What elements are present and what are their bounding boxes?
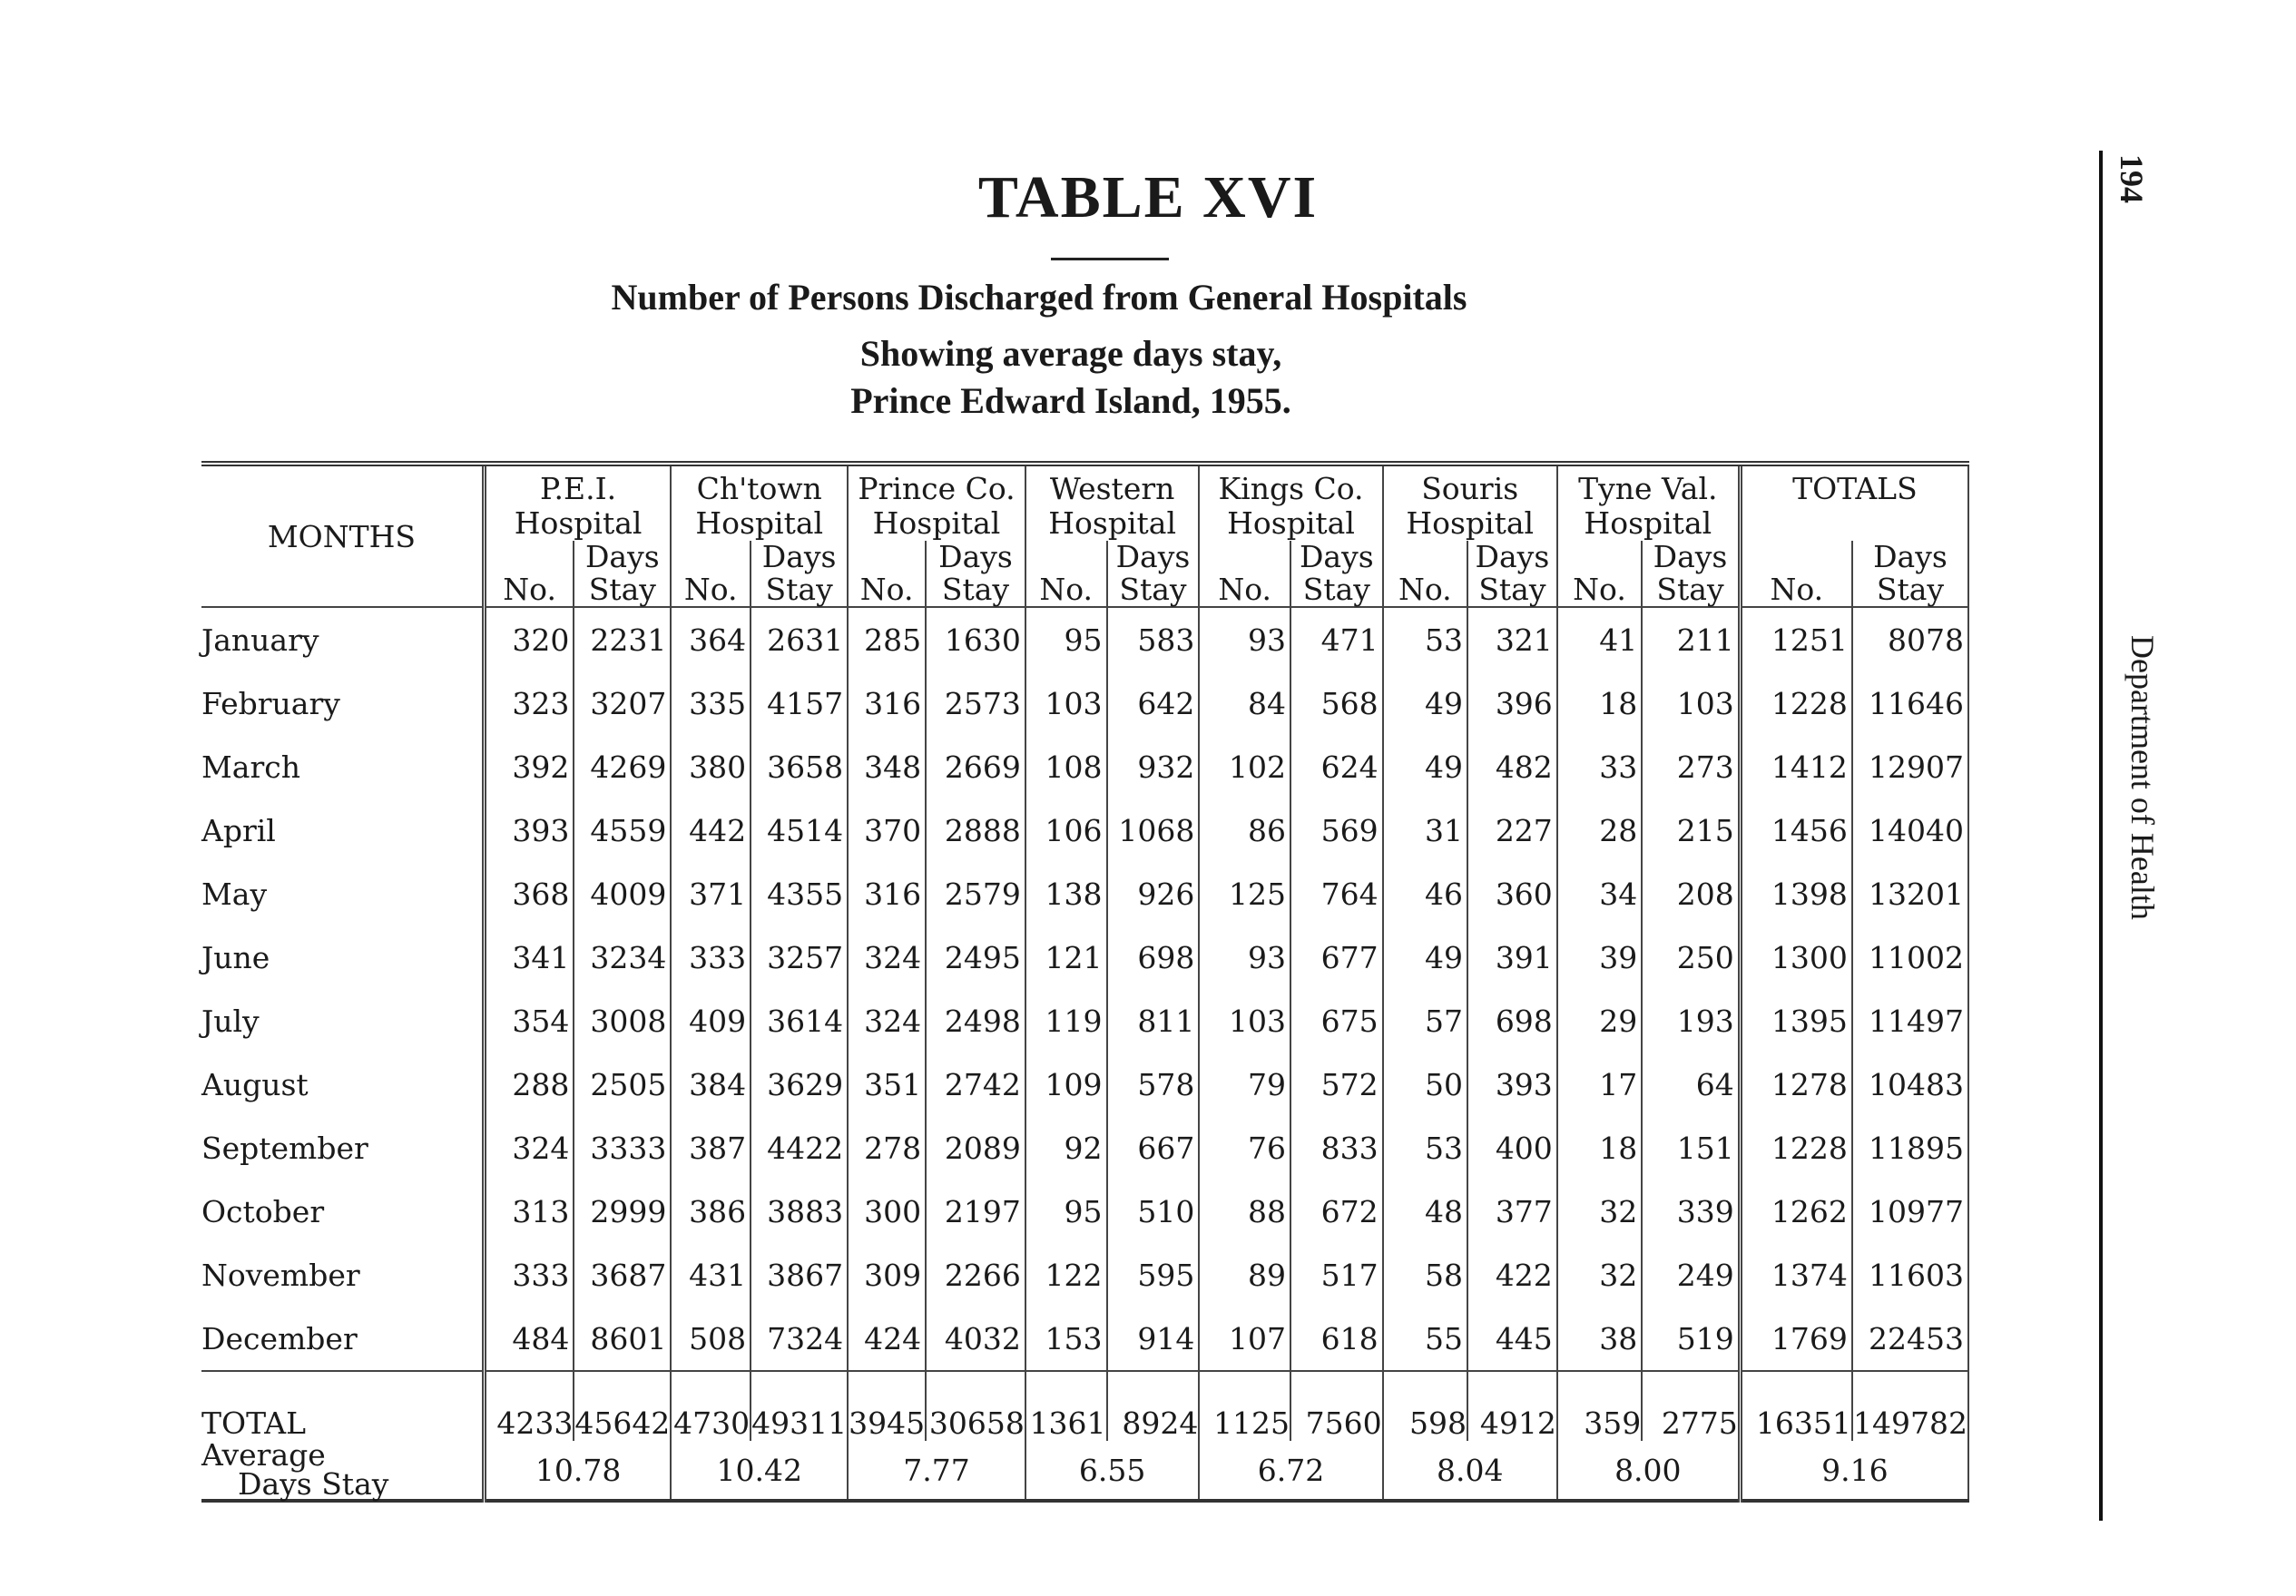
cell-number: 368 <box>484 862 574 925</box>
col-days-stay: Days Stay <box>1467 541 1557 607</box>
cell-number: 119 <box>1025 989 1107 1053</box>
total-cell: 2775 <box>1642 1371 1740 1441</box>
month-label: September <box>201 1116 484 1180</box>
cell-days-stay: 675 <box>1290 989 1383 1053</box>
cell-days-stay: 391 <box>1467 925 1557 989</box>
cell-number: 316 <box>848 671 926 735</box>
cell-days-stay: 3008 <box>574 989 671 1053</box>
cell-number: 288 <box>484 1053 574 1116</box>
cell-days-stay: 2573 <box>926 671 1025 735</box>
month-label: November <box>201 1243 484 1307</box>
cell-number: 370 <box>848 798 926 862</box>
average-cell: 6.55 <box>1025 1441 1200 1501</box>
cell-days-stay: 667 <box>1107 1116 1200 1180</box>
month-label: October <box>201 1180 484 1243</box>
col-no: No. <box>1557 541 1642 607</box>
cell-number: 1278 <box>1740 1053 1852 1116</box>
cell-number: 1300 <box>1740 925 1852 989</box>
cell-number: 121 <box>1025 925 1107 989</box>
cell-number: 309 <box>848 1243 926 1307</box>
cell-days-stay: 672 <box>1290 1180 1383 1243</box>
cell-days-stay: 1630 <box>926 607 1025 671</box>
total-cell: 45642 <box>574 1371 671 1441</box>
total-cell: 598 <box>1383 1371 1467 1441</box>
cell-days-stay: 2888 <box>926 798 1025 862</box>
cell-number: 1262 <box>1740 1180 1852 1243</box>
total-label: TOTAL <box>201 1371 484 1441</box>
cell-days-stay: 926 <box>1107 862 1200 925</box>
cell-number: 55 <box>1383 1307 1467 1371</box>
cell-days-stay: 3658 <box>751 735 848 798</box>
table-row <box>201 989 1968 1053</box>
months-header: MONTHS <box>201 464 484 607</box>
department-running-head: Department of Health <box>2124 635 2161 920</box>
col-no: No. <box>848 541 926 607</box>
cell-days-stay: 624 <box>1290 735 1383 798</box>
cell-days-stay: 227 <box>1467 798 1557 862</box>
cell-number: 508 <box>671 1307 751 1371</box>
cell-number: 17 <box>1557 1053 1642 1116</box>
cell-days-stay: 12907 <box>1852 735 1968 798</box>
cell-number: 84 <box>1199 671 1290 735</box>
cell-days-stay: 569 <box>1290 798 1383 862</box>
table-row <box>201 862 1968 925</box>
cell-days-stay: 698 <box>1107 925 1200 989</box>
cell-number: 49 <box>1383 925 1467 989</box>
table-row <box>201 671 1968 735</box>
average-cell: 7.77 <box>848 1441 1025 1501</box>
cell-days-stay: 510 <box>1107 1180 1200 1243</box>
cell-days-stay: 618 <box>1290 1307 1383 1371</box>
cell-days-stay: 8601 <box>574 1307 671 1371</box>
cell-number: 1395 <box>1740 989 1852 1053</box>
cell-days-stay: 2999 <box>574 1180 671 1243</box>
cell-days-stay: 13201 <box>1852 862 1968 925</box>
cell-number: 409 <box>671 989 751 1053</box>
cell-days-stay: 8078 <box>1852 607 1968 671</box>
total-row <box>201 1371 1968 1441</box>
cell-days-stay: 14040 <box>1852 798 1968 862</box>
cell-days-stay: 396 <box>1467 671 1557 735</box>
total-cell: 4233 <box>484 1371 574 1441</box>
cell-days-stay: 2495 <box>926 925 1025 989</box>
total-cell: 4730 <box>671 1371 751 1441</box>
cell-number: 431 <box>671 1243 751 1307</box>
cell-days-stay: 3257 <box>751 925 848 989</box>
cell-number: 384 <box>671 1053 751 1116</box>
cell-days-stay: 2631 <box>751 607 848 671</box>
total-cell: 3945 <box>848 1371 926 1441</box>
cell-number: 380 <box>671 735 751 798</box>
cell-days-stay: 698 <box>1467 989 1557 1053</box>
total-cell: 8924 <box>1107 1371 1200 1441</box>
col-days-stay: Days Stay <box>926 541 1025 607</box>
cell-number: 49 <box>1383 671 1467 735</box>
cell-days-stay: 3867 <box>751 1243 848 1307</box>
cell-days-stay: 3629 <box>751 1053 848 1116</box>
cell-number: 138 <box>1025 862 1107 925</box>
cell-days-stay: 11497 <box>1852 989 1968 1053</box>
cell-days-stay: 2505 <box>574 1053 671 1116</box>
cell-number: 323 <box>484 671 574 735</box>
col-days-stay: Days Stay <box>751 541 848 607</box>
cell-number: 89 <box>1199 1243 1290 1307</box>
cell-days-stay: 2266 <box>926 1243 1025 1307</box>
cell-number: 371 <box>671 862 751 925</box>
cell-days-stay: 2231 <box>574 607 671 671</box>
cell-days-stay: 4514 <box>751 798 848 862</box>
cell-number: 351 <box>848 1053 926 1116</box>
table-title: TABLE XVI <box>977 164 1319 230</box>
cell-days-stay: 932 <box>1107 735 1200 798</box>
cell-days-stay: 22453 <box>1852 1307 1968 1371</box>
cell-days-stay: 578 <box>1107 1053 1200 1116</box>
cell-number: 1374 <box>1740 1243 1852 1307</box>
cell-days-stay: 7324 <box>751 1307 848 1371</box>
cell-number: 285 <box>848 607 926 671</box>
total-cell: 4912 <box>1467 1371 1557 1441</box>
cell-number: 28 <box>1557 798 1642 862</box>
average-cell: 9.16 <box>1740 1441 1968 1501</box>
cell-days-stay: 321 <box>1467 607 1557 671</box>
cell-number: 393 <box>484 798 574 862</box>
cell-days-stay: 2742 <box>926 1053 1025 1116</box>
cell-number: 48 <box>1383 1180 1467 1243</box>
col-days-stay: Days Stay <box>1290 541 1383 607</box>
cell-number: 392 <box>484 735 574 798</box>
total-cell: 1361 <box>1025 1371 1107 1441</box>
hospital-header: Tyne Val. Hospital <box>1557 464 1740 541</box>
cell-number: 442 <box>671 798 751 862</box>
cell-number: 33 <box>1557 735 1642 798</box>
cell-number: 29 <box>1557 989 1642 1053</box>
month-label: January <box>201 607 484 671</box>
cell-number: 108 <box>1025 735 1107 798</box>
month-label: December <box>201 1307 484 1371</box>
table-row <box>201 1243 1968 1307</box>
cell-days-stay: 215 <box>1642 798 1740 862</box>
subtitle-line-3: Prince Edward Island, 1955. <box>850 380 1291 421</box>
totals-header: TOTALS <box>1740 464 1968 541</box>
cell-number: 300 <box>848 1180 926 1243</box>
title-rule <box>1051 258 1169 260</box>
col-days-stay: Days Stay <box>1107 541 1200 607</box>
cell-days-stay: 273 <box>1642 735 1740 798</box>
table-row <box>201 1307 1968 1371</box>
hospital-header: Kings Co. Hospital <box>1199 464 1382 541</box>
cell-number: 1251 <box>1740 607 1852 671</box>
cell-number: 49 <box>1383 735 1467 798</box>
cell-number: 31 <box>1383 798 1467 862</box>
cell-days-stay: 2197 <box>926 1180 1025 1243</box>
cell-days-stay: 3614 <box>751 989 848 1053</box>
cell-days-stay: 519 <box>1642 1307 1740 1371</box>
col-no: No. <box>1199 541 1290 607</box>
margin-rule <box>2099 151 2103 1521</box>
cell-days-stay: 208 <box>1642 862 1740 925</box>
discharge-table <box>201 461 1969 1503</box>
cell-number: 103 <box>1025 671 1107 735</box>
cell-days-stay: 4032 <box>926 1307 1025 1371</box>
cell-number: 39 <box>1557 925 1642 989</box>
cell-number: 335 <box>671 671 751 735</box>
cell-number: 53 <box>1383 1116 1467 1180</box>
cell-number: 1228 <box>1740 1116 1852 1180</box>
cell-number: 1456 <box>1740 798 1852 862</box>
table-row <box>201 1116 1968 1180</box>
month-label: August <box>201 1053 484 1116</box>
cell-number: 18 <box>1557 671 1642 735</box>
cell-days-stay: 833 <box>1290 1116 1383 1180</box>
col-no: No. <box>1025 541 1107 607</box>
cell-days-stay: 572 <box>1290 1053 1383 1116</box>
cell-number: 125 <box>1199 862 1290 925</box>
total-cell: 16351 <box>1740 1371 1852 1441</box>
month-label: July <box>201 989 484 1053</box>
cell-days-stay: 10483 <box>1852 1053 1968 1116</box>
cell-number: 153 <box>1025 1307 1107 1371</box>
cell-days-stay: 249 <box>1642 1243 1740 1307</box>
cell-days-stay: 3234 <box>574 925 671 989</box>
average-days-stay-row <box>201 1441 1968 1501</box>
total-cell: 30658 <box>926 1371 1025 1441</box>
average-cell: 8.04 <box>1383 1441 1557 1501</box>
month-label: March <box>201 735 484 798</box>
cell-days-stay: 11603 <box>1852 1243 1968 1307</box>
cell-days-stay: 1068 <box>1107 798 1200 862</box>
cell-number: 57 <box>1383 989 1467 1053</box>
cell-days-stay: 11002 <box>1852 925 1968 989</box>
cell-number: 1412 <box>1740 735 1852 798</box>
cell-days-stay: 339 <box>1642 1180 1740 1243</box>
cell-days-stay: 151 <box>1642 1116 1740 1180</box>
hospital-header: Prince Co. Hospital <box>848 464 1025 541</box>
cell-number: 354 <box>484 989 574 1053</box>
cell-days-stay: 4157 <box>751 671 848 735</box>
cell-number: 387 <box>671 1116 751 1180</box>
cell-number: 320 <box>484 607 574 671</box>
cell-days-stay: 2669 <box>926 735 1025 798</box>
cell-days-stay: 10977 <box>1852 1180 1968 1243</box>
cell-days-stay: 4422 <box>751 1116 848 1180</box>
hospital-header: P.E.I. Hospital <box>484 464 671 541</box>
cell-days-stay: 103 <box>1642 671 1740 735</box>
table-row <box>201 607 1968 671</box>
table-row <box>201 798 1968 862</box>
col-no: No. <box>1740 541 1852 607</box>
cell-number: 1398 <box>1740 862 1852 925</box>
cell-number: 32 <box>1557 1243 1642 1307</box>
cell-days-stay: 811 <box>1107 989 1200 1053</box>
cell-number: 103 <box>1199 989 1290 1053</box>
cell-days-stay: 4009 <box>574 862 671 925</box>
cell-days-stay: 393 <box>1467 1053 1557 1116</box>
month-label: June <box>201 925 484 989</box>
cell-number: 1228 <box>1740 671 1852 735</box>
cell-number: 41 <box>1557 607 1642 671</box>
total-cell: 149782 <box>1852 1371 1968 1441</box>
cell-days-stay: 250 <box>1642 925 1740 989</box>
cell-number: 76 <box>1199 1116 1290 1180</box>
col-no: No. <box>671 541 751 607</box>
cell-number: 53 <box>1383 607 1467 671</box>
cell-days-stay: 568 <box>1290 671 1383 735</box>
cell-days-stay: 4559 <box>574 798 671 862</box>
cell-number: 50 <box>1383 1053 1467 1116</box>
col-no: No. <box>484 541 574 607</box>
cell-number: 341 <box>484 925 574 989</box>
table-row <box>201 1180 1968 1243</box>
cell-days-stay: 422 <box>1467 1243 1557 1307</box>
average-cell: 10.78 <box>484 1441 671 1501</box>
cell-number: 333 <box>484 1243 574 1307</box>
cell-days-stay: 914 <box>1107 1307 1200 1371</box>
col-days-stay: Days Stay <box>1852 541 1968 607</box>
month-label: April <box>201 798 484 862</box>
cell-number: 424 <box>848 1307 926 1371</box>
cell-days-stay: 3687 <box>574 1243 671 1307</box>
hospital-header: Souris Hospital <box>1383 464 1557 541</box>
hospital-header: Ch'town Hospital <box>671 464 848 541</box>
month-label: May <box>201 862 484 925</box>
col-no: No. <box>1383 541 1467 607</box>
cell-days-stay: 3333 <box>574 1116 671 1180</box>
cell-number: 107 <box>1199 1307 1290 1371</box>
cell-days-stay: 377 <box>1467 1180 1557 1243</box>
cell-number: 18 <box>1557 1116 1642 1180</box>
cell-days-stay: 595 <box>1107 1243 1200 1307</box>
average-cell: 6.72 <box>1199 1441 1382 1501</box>
cell-days-stay: 642 <box>1107 671 1200 735</box>
table-row <box>201 925 1968 989</box>
cell-number: 32 <box>1557 1180 1642 1243</box>
total-cell: 359 <box>1557 1371 1642 1441</box>
cell-number: 106 <box>1025 798 1107 862</box>
cell-number: 313 <box>484 1180 574 1243</box>
cell-days-stay: 11646 <box>1852 671 1968 735</box>
average-cell: 8.00 <box>1557 1441 1740 1501</box>
cell-number: 386 <box>671 1180 751 1243</box>
total-cell: 49311 <box>751 1371 848 1441</box>
col-days-stay: Days Stay <box>1642 541 1740 607</box>
cell-number: 324 <box>484 1116 574 1180</box>
cell-number: 333 <box>671 925 751 989</box>
cell-days-stay: 677 <box>1290 925 1383 989</box>
cell-number: 79 <box>1199 1053 1290 1116</box>
cell-number: 95 <box>1025 1180 1107 1243</box>
cell-number: 93 <box>1199 925 1290 989</box>
cell-days-stay: 3883 <box>751 1180 848 1243</box>
cell-number: 88 <box>1199 1180 1290 1243</box>
cell-days-stay: 193 <box>1642 989 1740 1053</box>
hospital-header-row <box>201 464 1968 541</box>
total-cell: 7560 <box>1290 1371 1383 1441</box>
page-number: 194 <box>2114 154 2150 203</box>
subtitle-line-1: Number of Persons Discharged from General Hospitals <box>611 277 1467 318</box>
cell-days-stay: 764 <box>1290 862 1383 925</box>
cell-days-stay: 4269 <box>574 735 671 798</box>
cell-days-stay: 2089 <box>926 1116 1025 1180</box>
cell-days-stay: 2498 <box>926 989 1025 1053</box>
col-days-stay: Days Stay <box>574 541 671 607</box>
average-label: Average Days Stay <box>201 1441 484 1501</box>
cell-days-stay: 471 <box>1290 607 1383 671</box>
cell-number: 92 <box>1025 1116 1107 1180</box>
cell-days-stay: 211 <box>1642 607 1740 671</box>
cell-days-stay: 445 <box>1467 1307 1557 1371</box>
cell-days-stay: 3207 <box>574 671 671 735</box>
cell-number: 109 <box>1025 1053 1107 1116</box>
cell-days-stay: 360 <box>1467 862 1557 925</box>
cell-number: 93 <box>1199 607 1290 671</box>
cell-days-stay: 482 <box>1467 735 1557 798</box>
cell-days-stay: 400 <box>1467 1116 1557 1180</box>
cell-number: 34 <box>1557 862 1642 925</box>
cell-number: 316 <box>848 862 926 925</box>
cell-days-stay: 517 <box>1290 1243 1383 1307</box>
cell-days-stay: 11895 <box>1852 1116 1968 1180</box>
cell-number: 58 <box>1383 1243 1467 1307</box>
average-cell: 10.42 <box>671 1441 848 1501</box>
month-label: February <box>201 671 484 735</box>
cell-number: 484 <box>484 1307 574 1371</box>
table-row <box>201 735 1968 798</box>
cell-number: 364 <box>671 607 751 671</box>
cell-number: 95 <box>1025 607 1107 671</box>
total-cell: 1125 <box>1199 1371 1290 1441</box>
cell-days-stay: 4355 <box>751 862 848 925</box>
cell-number: 324 <box>848 925 926 989</box>
table-row <box>201 1053 1968 1116</box>
cell-number: 122 <box>1025 1243 1107 1307</box>
cell-number: 324 <box>848 989 926 1053</box>
cell-days-stay: 2579 <box>926 862 1025 925</box>
cell-days-stay: 64 <box>1642 1053 1740 1116</box>
cell-number: 86 <box>1199 798 1290 862</box>
cell-number: 46 <box>1383 862 1467 925</box>
subtitle-line-2: Showing average days stay, <box>859 333 1282 374</box>
cell-number: 1769 <box>1740 1307 1852 1371</box>
cell-number: 102 <box>1199 735 1290 798</box>
cell-number: 278 <box>848 1116 926 1180</box>
cell-number: 38 <box>1557 1307 1642 1371</box>
cell-number: 348 <box>848 735 926 798</box>
hospital-header: Western Hospital <box>1025 464 1200 541</box>
table-body <box>201 607 1968 1371</box>
cell-days-stay: 583 <box>1107 607 1200 671</box>
